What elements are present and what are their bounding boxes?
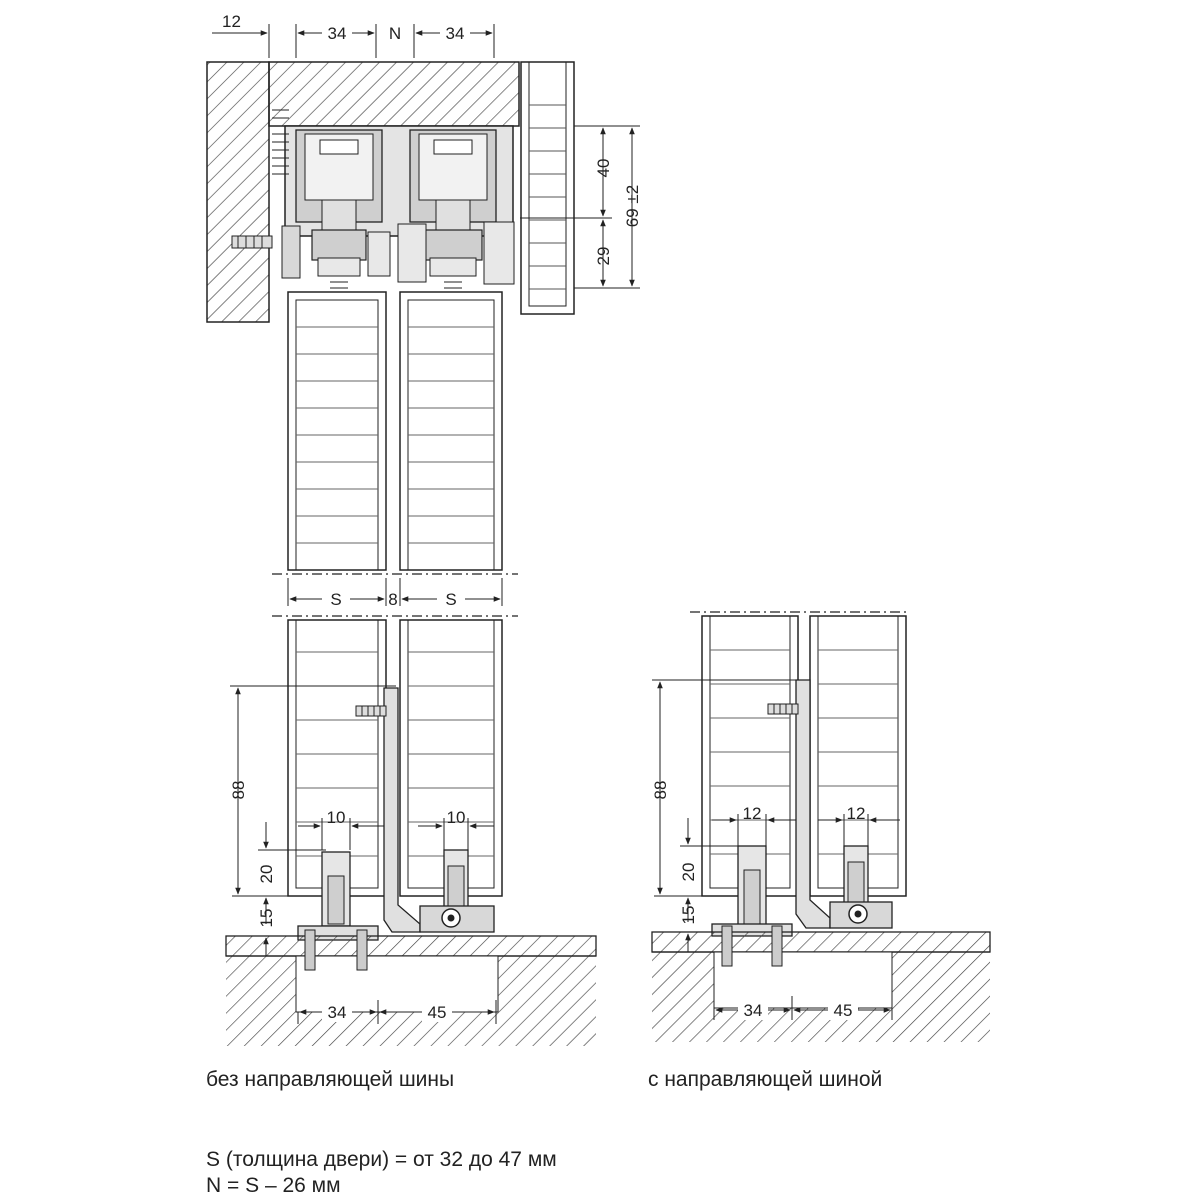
ceiling-track-section bbox=[207, 12, 642, 609]
dim-8: 8 bbox=[388, 590, 398, 609]
right-dim-12-b: 12 bbox=[846, 804, 866, 823]
right-dim-15: 15 bbox=[679, 905, 698, 925]
cabinet-side-panel bbox=[521, 62, 574, 314]
left-dim-20: 20 bbox=[257, 864, 276, 884]
dim-69: 69 ±2 bbox=[623, 184, 642, 228]
left-dim-34: 34 bbox=[327, 1003, 347, 1022]
upper-doors bbox=[272, 292, 518, 574]
left-dim-88: 88 bbox=[229, 780, 248, 800]
caption-without-guide-rail: без направляющей шины bbox=[206, 1068, 455, 1091]
dim-s-right: S bbox=[445, 590, 457, 609]
left-dim-15: 15 bbox=[257, 908, 276, 928]
right-dim-45: 45 bbox=[833, 1001, 853, 1020]
right-dim-34: 34 bbox=[743, 1001, 763, 1020]
dim-s-left: S bbox=[330, 590, 342, 609]
caption-with-guide-rail: с направляющей шиной bbox=[648, 1068, 883, 1091]
dim-34-right: 34 bbox=[445, 24, 465, 43]
right-dim-20: 20 bbox=[679, 862, 698, 882]
note-door-thickness: S (толщина двери) = от 32 до 47 мм bbox=[206, 1148, 557, 1171]
right-carriage bbox=[398, 130, 514, 306]
right-floor-detail bbox=[652, 612, 990, 1042]
dim-40: 40 bbox=[594, 158, 613, 178]
ceiling bbox=[269, 62, 519, 126]
left-floor-detail bbox=[226, 616, 596, 1046]
left-dim-45: 45 bbox=[427, 1003, 447, 1022]
dim-n: N bbox=[388, 24, 402, 43]
left-wall bbox=[207, 62, 269, 322]
dim-29: 29 bbox=[594, 246, 613, 266]
left-dim-10-b: 10 bbox=[446, 808, 466, 827]
dim-12-top: 12 bbox=[222, 12, 241, 31]
left-dim-10-a: 10 bbox=[326, 808, 346, 827]
note-n-formula: N = S – 26 мм bbox=[206, 1174, 341, 1197]
right-dim-88: 88 bbox=[651, 780, 670, 800]
right-dim-12-a: 12 bbox=[742, 804, 762, 823]
dim-34-left: 34 bbox=[327, 24, 347, 43]
